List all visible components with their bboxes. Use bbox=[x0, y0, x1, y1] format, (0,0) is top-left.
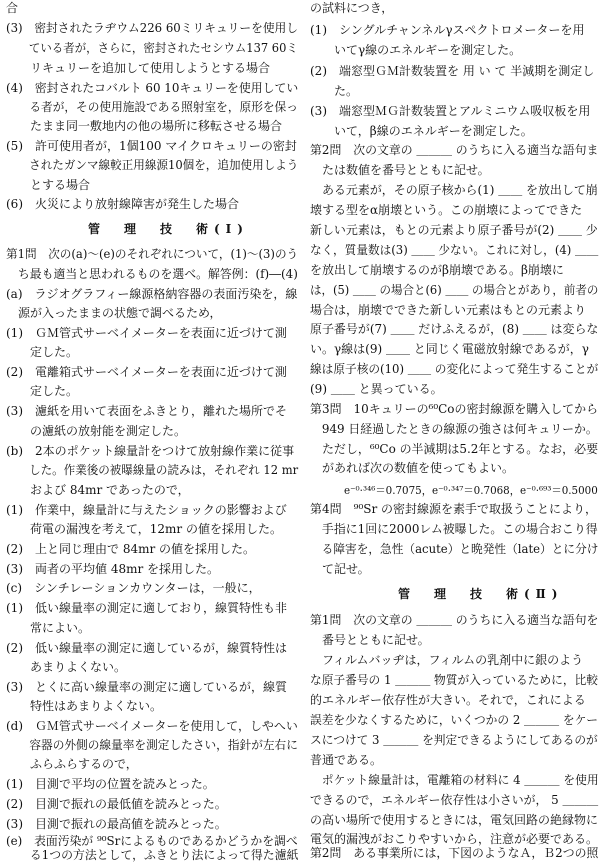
text-line: 場合は，崩壊でできた新しい元素はもとの元素より bbox=[310, 303, 587, 317]
text-line: (3) 濾紙を用いて表面をふきとり，離れた場所でそ bbox=[6, 404, 288, 418]
text-line: 定した。 bbox=[6, 384, 79, 398]
text-line: いて，β線のエネルギーを測定した。 bbox=[310, 124, 533, 138]
text-line: 普通である。 bbox=[310, 753, 383, 767]
text-line: 誤差を少なくするために，いくつかの 2 ＿＿＿ をケー bbox=[310, 713, 599, 727]
text-line: (1) 低い線量率の測定に適しており，線質特性も非 bbox=[6, 601, 288, 615]
text-line: (3) とくに高い線量率の測定に適しているが，線質 bbox=[6, 680, 288, 694]
text-line: フィルムバッヂは，フィルムの乳剤中に銀のよう bbox=[310, 653, 584, 667]
text-line: な原子番号の 1 ＿＿＿ 物質が入っているために，比較 bbox=[310, 673, 599, 687]
text-line: 第1問 次の文章の ＿＿＿ のうちに入る適当な語句を bbox=[310, 613, 599, 627]
section-heading: 管 理 技 術(Ⅰ) bbox=[88, 222, 249, 236]
text-line: い。γ線は(9) ＿＿ と同じく電磁放射線であるが，γ bbox=[310, 342, 589, 356]
text-line: (3) 端窓型ＭＧ計数装置とアルミニウム吸収板を用 bbox=[310, 104, 591, 118]
text-line: および 84mr であったので， bbox=[6, 483, 190, 497]
text-line: ている者が，さらに，密封されたセシウム137 60ミ bbox=[6, 41, 298, 55]
text-line: 常によい。 bbox=[6, 621, 91, 635]
section-heading: 管 理 技 術(Ⅱ) bbox=[398, 587, 564, 601]
text-line: を放出して崩壊するのがβ崩壊である。β崩壊に bbox=[310, 263, 564, 277]
text-line: 第2問 次の文章の ＿＿＿ のうちに入る適当な語句ま bbox=[310, 143, 599, 157]
text-line: る者が，その使用施設である照射室を，原形を保っ bbox=[6, 100, 298, 114]
text-line: たは数値を番号とともに記せ。 bbox=[310, 163, 490, 177]
text-line: されたガンマ線較正用線源10個を，追加使用しよう bbox=[6, 158, 299, 172]
text-line: (1) 作業中，線量計に与えたショックの影響および bbox=[6, 503, 287, 517]
text-line: (2) 低い線量率の測定に適しているが，線質特性は bbox=[6, 641, 288, 655]
text-line: 合 bbox=[6, 1, 19, 15]
text-line: 原子番号が(7) ＿＿ だけふえるが，(8) ＿＿ は変らな bbox=[310, 322, 599, 336]
text-line: (4) 密封されたコバルト 60 10キュリーを使用してい bbox=[6, 81, 299, 95]
text-line: (5) 許可使用者が，1個100 マイクロキュリーの密封 bbox=[6, 139, 297, 153]
text-line: 949 日経過したときの線源の強さは何キュリーか。 bbox=[310, 422, 598, 436]
text-line: 容器の外側の線量率を測定したさい，指針が左右に bbox=[6, 738, 298, 752]
text-line: (c) シンチレーションカウンターは，一般に， bbox=[6, 581, 261, 595]
text-line: 番号とともに記せ。 bbox=[310, 633, 430, 647]
text-line: (3) 目測で振れの最高値を読みとった。 bbox=[6, 817, 227, 831]
text-line: ある元素が，その原子核から(1) ＿＿ を放出して崩 bbox=[310, 183, 598, 197]
text-line: ふらふらするので， bbox=[6, 757, 138, 771]
text-line: (3) 両者の平均値 48mr を採用した。 bbox=[6, 562, 220, 576]
text-line: リキュリーを追加して使用しようとする場合 bbox=[6, 61, 271, 75]
text-line: (2) 端窓型ＧＭ計数装置を 用 い て 半減期を測定し bbox=[310, 64, 595, 78]
text-line: て記せ。 bbox=[310, 562, 370, 576]
text-line: (d) ＧＭ管式サーベイメーターを使用して，しやへい bbox=[6, 719, 298, 733]
text-line: る1つの方法として，ふきとり法によって得た濾紙 bbox=[6, 848, 299, 862]
text-line: (9) ＿＿ と異っている。 bbox=[310, 382, 443, 396]
text-line: る障害を，急性（acute）と晩発性（late）とに分け bbox=[310, 542, 599, 556]
text-line: (a) ラジオグラフィー線源格納容器の表面汚染を，線 bbox=[6, 287, 298, 301]
text-line: あまりよくない。 bbox=[6, 660, 127, 674]
text-line: (e) 表面汚染が ⁹⁰Srによるものであるかどうかを調べ bbox=[6, 834, 298, 848]
text-line: 第4問 ⁹⁰Sr の密封線源を素手で取扱うことにより， bbox=[310, 502, 598, 516]
text-line: ポケット線量計は，電離箱の材料に 4 ＿＿＿ を使用 bbox=[310, 773, 599, 787]
text-line: の濾紙の放射能を測定した。 bbox=[6, 424, 187, 438]
text-line: 線は原子核の(10) ＿＿ の変化によって発生することが bbox=[310, 362, 599, 376]
text-line: の高い場所で使用するときには，電気回路の絶縁物に bbox=[310, 813, 599, 827]
text-line: 新しい元素は，もとの元素より原子番号が(2) ＿＿ 少 bbox=[310, 223, 598, 237]
text-line: 的エネルギー依存性が大きい。それで，これによる bbox=[310, 693, 586, 707]
text-line: 電気的漏洩がおこりやすいから，注意が必要である。 bbox=[310, 832, 599, 846]
text-line: とする場合 bbox=[6, 178, 91, 192]
text-line: 定した。 bbox=[6, 345, 79, 359]
text-line: た。 bbox=[310, 84, 359, 98]
text-line: があれば次の数値を使ってもよい。 bbox=[310, 461, 515, 475]
text-line: (1) 目測で平均の位置を読みとった。 bbox=[6, 777, 215, 791]
text-line: 手指に1回に2000レム被曝した。この場合おこり得 bbox=[310, 522, 598, 536]
text-line: なく，質量数は(3) ＿＿ 少ない。これに対し，(4) ＿＿ bbox=[310, 243, 599, 257]
text-line: (b) 2本のポケット線量計をつけて放射線作業に従事 bbox=[6, 444, 295, 458]
text-line: 特性はあまりよくない。 bbox=[6, 699, 163, 713]
text-line: は，(5) ＿＿ の場合と(6) ＿＿ の場合とがあり，前者の bbox=[310, 283, 599, 297]
text-line: いてγ線のエネルギーを測定した。 bbox=[310, 43, 522, 57]
text-line: ち最も適当と思われるものを選べ。解答例：(f)―(4) bbox=[6, 267, 298, 281]
text-line: (2) 上と同じ理由で 84mr の値を採用した。 bbox=[6, 542, 256, 556]
text-line: 第2問 ある事業所には，下図のようなＡ，Ｂ2つの照 bbox=[310, 846, 599, 860]
text-line: (1) ＧＭ管式サーベイメーターを表面に近づけて測 bbox=[6, 326, 287, 340]
text-line: (6) 火災により放射線障害が発生した場合 bbox=[6, 197, 239, 211]
text-line: 第3問 10キュリーの⁶⁰Coの密封線源を購入してから bbox=[310, 402, 599, 416]
text-line: (2) 目測で振れの最低値を読みとった。 bbox=[6, 797, 227, 811]
equation-line: e⁻⁰·³⁴⁶＝0.7075，e⁻⁰·³⁴⁷＝0.7068，e⁻⁰·⁶⁹³＝0.5000 bbox=[344, 484, 598, 497]
text-line: 第1問 次の(a)～(e)のそれぞれについて，(1)～(3)のう bbox=[6, 247, 299, 261]
text-line: 荷電の漏洩を考えて，12mr の値を採用した。 bbox=[6, 522, 282, 536]
text-line: 源が入ったままの状態で調べるため， bbox=[6, 306, 222, 320]
text-line: (3) 密封されたラヂウム226 60ミリキュリーを使用し bbox=[6, 21, 299, 35]
text-line: スにつけて 3 ＿＿＿ を判定できるようにしてあるのが bbox=[310, 733, 598, 747]
text-line: の試料につき， bbox=[310, 1, 394, 15]
text-line: たまま同一敷地内の他の場所に移転させる場合 bbox=[6, 119, 283, 133]
text-line: 壊する型をα崩壊という。この崩壊によってできた bbox=[310, 203, 583, 217]
text-line: (1) シングルチャンネルγスペクトロメーターを用 bbox=[310, 23, 585, 37]
text-line: (2) 電離箱式サーベイメーターを表面に近づけて測 bbox=[6, 365, 287, 379]
text-line: ただし，⁶⁰Co の半減期は5.2年とする。なお，必要 bbox=[310, 442, 599, 456]
text-line: した。作業後の被曝線量の読みは，それぞれ 12 mr bbox=[6, 463, 299, 477]
text-line: できるので，エネルギー依存性は小さいが， 5 ＿＿＿ bbox=[310, 793, 599, 807]
